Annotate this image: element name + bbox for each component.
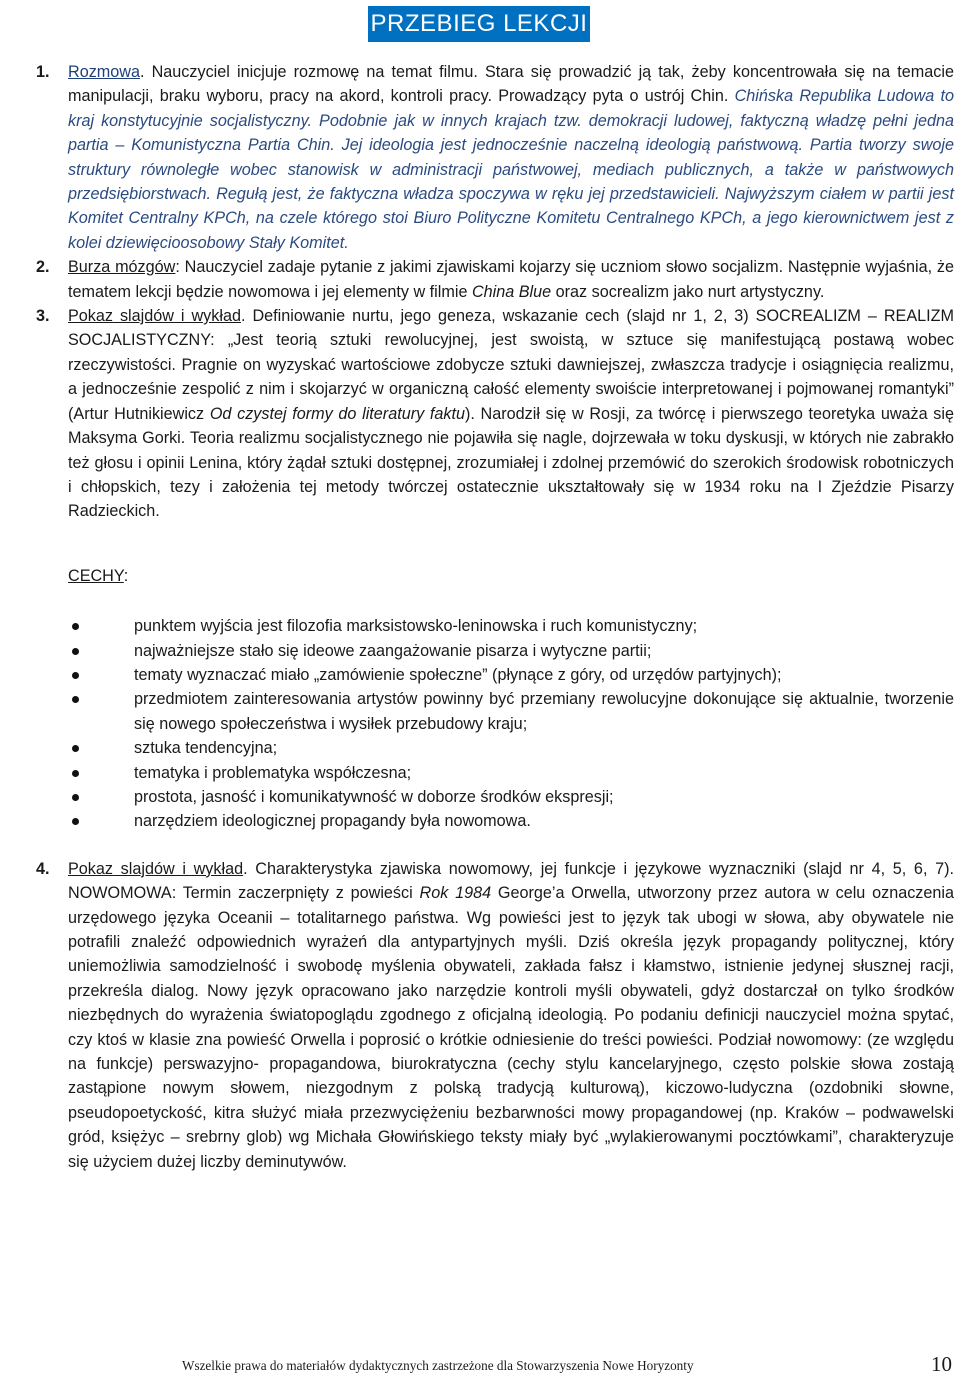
step-3 bbox=[36, 304, 954, 524]
step-text: . Definiowanie nurtu, jego geneza, wskazanie cech (slajd nr 1, 2, 3) SOCREALIZM – REALIZM SOCJALISTYCZNY: „Jest teorią sztuki rewolucyjnej, jest swoistą, w sztuce się manifestującą postawą wobec rzeczywistości. Pragnie on wyzyskać wartościowe zdobycze sztuki dawniejszej, zwłaszcza tradycje i osiągnięcia realizmu, a jednocześnie zespolić z nim i skojarzyć w organiczną całość elementy swoiście interpretowanej i pojmowanej romantyki” (Artur Hutnikiewicz bbox=[68, 307, 954, 423]
step-4 bbox=[36, 857, 954, 1174]
step-body bbox=[68, 255, 954, 304]
list-item: tematy wyznaczać miało „zamówienie społeczne” (płynące z góry, od urzędów partyjnych); bbox=[68, 663, 954, 687]
step-number: 4. bbox=[36, 859, 50, 878]
step-text: . Charakterystyka zjawiska nowomowy, jej funkcje i językowe wyznaczniki (slajd nr 4, 5, 6, 7). NOWOMOWA: Termin zaczerpnięty z powieści bbox=[68, 859, 955, 903]
page-footer bbox=[0, 1352, 960, 1376]
step-number: 3. bbox=[36, 307, 50, 326]
step-label-link[interactable]: Rozmowa bbox=[68, 63, 140, 81]
step-2 bbox=[36, 255, 954, 304]
step-label-link[interactable]: Pokaz slajdów i wykład bbox=[68, 307, 241, 326]
step-body bbox=[68, 857, 954, 1174]
step-number: 2. bbox=[36, 258, 50, 277]
list-item: tematyka i problematyka współczesna; bbox=[68, 761, 954, 785]
features-heading-colon: : bbox=[123, 566, 129, 585]
step-body bbox=[68, 304, 954, 524]
list-item: najważniejsze stało się ideowe zaangażowanie pisarza i wytyczne partii; bbox=[68, 639, 954, 663]
list-item: przedmiotem zainteresowania artystów powinny być przemiany rewolucyjne dokonujące się aktualnie, tworzenie się nowego społeczeństwa i wysiłek przebudowy kraju; bbox=[68, 687, 954, 736]
lesson-content bbox=[36, 60, 954, 1174]
features-heading-label: CECHY bbox=[68, 566, 124, 585]
step-label-link[interactable]: Pokaz slajdów i wykład bbox=[68, 859, 244, 878]
spacer bbox=[36, 834, 954, 857]
step-1 bbox=[36, 60, 954, 255]
list-item: sztuka tendencyjna; bbox=[68, 736, 954, 760]
features-list bbox=[68, 614, 954, 834]
step-body bbox=[68, 60, 954, 255]
film-title: China Blue bbox=[471, 282, 552, 301]
list-item: prostota, jasność i komunikatywność w doborze środków ekspresji; bbox=[68, 785, 954, 809]
step-text: oraz socrealizm jako nurt artystyczny. bbox=[551, 282, 825, 301]
step-text: : Nauczyciel zadaje pytanie z jakimi zjawiskami kojarzy się uczniom słowo socjalizm. Następnie wyjaśnia, że tematem lekcji będzie nowomowa i jej elementy w filmie bbox=[68, 258, 955, 301]
footer-copyright: Wszelkie prawa do materiałów dydaktycznych zastrzeżone dla Stowarzyszenia Nowe Horyzonty bbox=[182, 1358, 694, 1373]
step-italic-text: Chińska Republika Ludowa to kraj konstytucyjnie socjalistyczny. Podobnie jak w innych krajach tzw. demokracji ludowej, faktyczną władzę pełni jedna partia – Komunistyczna Partia Chin. Jej ideologia jest jednocześnie naczelną ideologią państwową. Partia tworzy swoje struktury równoległe wobec stanowisk w administracji państwowej, mediach publicznych, a także w państwowych przedsiębiorstwach. Regułą jest, że faktyczna władza spoczywa w ręku jej przedstawicieli. Najwyższym ciałem w partii jest Komitet Centralny KPCh, na czele którego stoi Biuro Polityczne Komitetu Centralnego KPCh, a jego kierownictwem jest z kolei dziewięcioosobowy Stały Komitet. bbox=[68, 87, 954, 252]
step-number: 1. bbox=[36, 63, 50, 81]
step-label-link[interactable]: Burza mózgów bbox=[68, 258, 176, 277]
book-title: Od czystej formy do literatury faktu bbox=[209, 404, 465, 423]
page-number: 10 bbox=[931, 1352, 952, 1376]
step-text: . Nauczyciel inicjuje rozmowę na temat filmu. Stara się prowadzić ją tak, żeby koncentrowała się na temacie manipulacji, braku wyboru, pracy na akord, kontroli pracy. Prowadzący pyta o ustrój Chin. bbox=[68, 63, 954, 106]
step-text: ). Narodził się w Rosji, za twórcę i pierwszego teoretyka uważa się Maksyma Gorki. Teoria realizmu socjalistycznego nie pojawiła się nagle, dojrzewała w toku dyskusji, w których nie zabrakło też głosu i opinii Lenina, który żądał sztuki dostępnej, zrozumiałej i zdolnej przemówić do szerokich środowisk robotniczych i chłopskich, tezy i założenia tej metody twórczej ostatecznie ukształtowały się w 1934 roku na I Zjeździe Pisarzy Radzieckich. bbox=[68, 404, 954, 521]
page-title: PRZEBIEG LEKCJI bbox=[368, 6, 590, 42]
features-heading bbox=[68, 564, 954, 588]
book-title: Rok 1984 bbox=[419, 884, 492, 903]
list-item: punktem wyjścia jest filozofia marksistowsko-leninowska i ruch komunistyczny; bbox=[68, 614, 954, 638]
step-text: George’a Orwella, utworzony przez autora w celu oznaczenia urzędowego języka Oceanii – totalitarnego państwa. Wg powieści jest to język tak ubogi w słowa, aby obywatele nie potrafili znaleźć odpowiednich wyrażeń dla antypartyjnych myśli. Dziś określa język propagandy politycznej, który uniemożliwia samodzielność i swobodę myślenia obywateli, zakłada fałsz i kłamstwo, istnienie jedynej słusznej racji, przekreśla dialog. Nowy język opracowano jako narzędzie kontroli myśli obywateli, gdyż dostarczał on tylko środków niezbędnych do wyrażenia światopoglądu zgodnego z oficjalną ideologią. Po podaniu definicji nauczyciel można spytać, czy ktoś w klasie zna powieść Orwella i poprosić o krótkie odniesienie do treści powieści. Podział nowomowy: (ze względu na funkcje) perswazyjno- propagandowa, biurokratyczna (cechy stylu kancelaryjnego, często polskie słowa zostają zastąpione nowym słowem, niezgodnym z polską tradycją kulturową), kiczowo-ludyczna (ozdobniki słowne, pseudopoetyckość, kitra służyć miała przezwyciężeniu bezbarwności mowy propagandowej (np. Kraków – podwawelski gród, księżyc – srebrny glob) wg Michała Głowińskiego teksty miały być „wylakierowanymi pocztówkami”, charakteryzuje się użyciem dużej liczby deminutywów. bbox=[68, 884, 955, 1171]
list-item: narzędziem ideologicznej propagandy była nowomowa. bbox=[68, 809, 954, 833]
